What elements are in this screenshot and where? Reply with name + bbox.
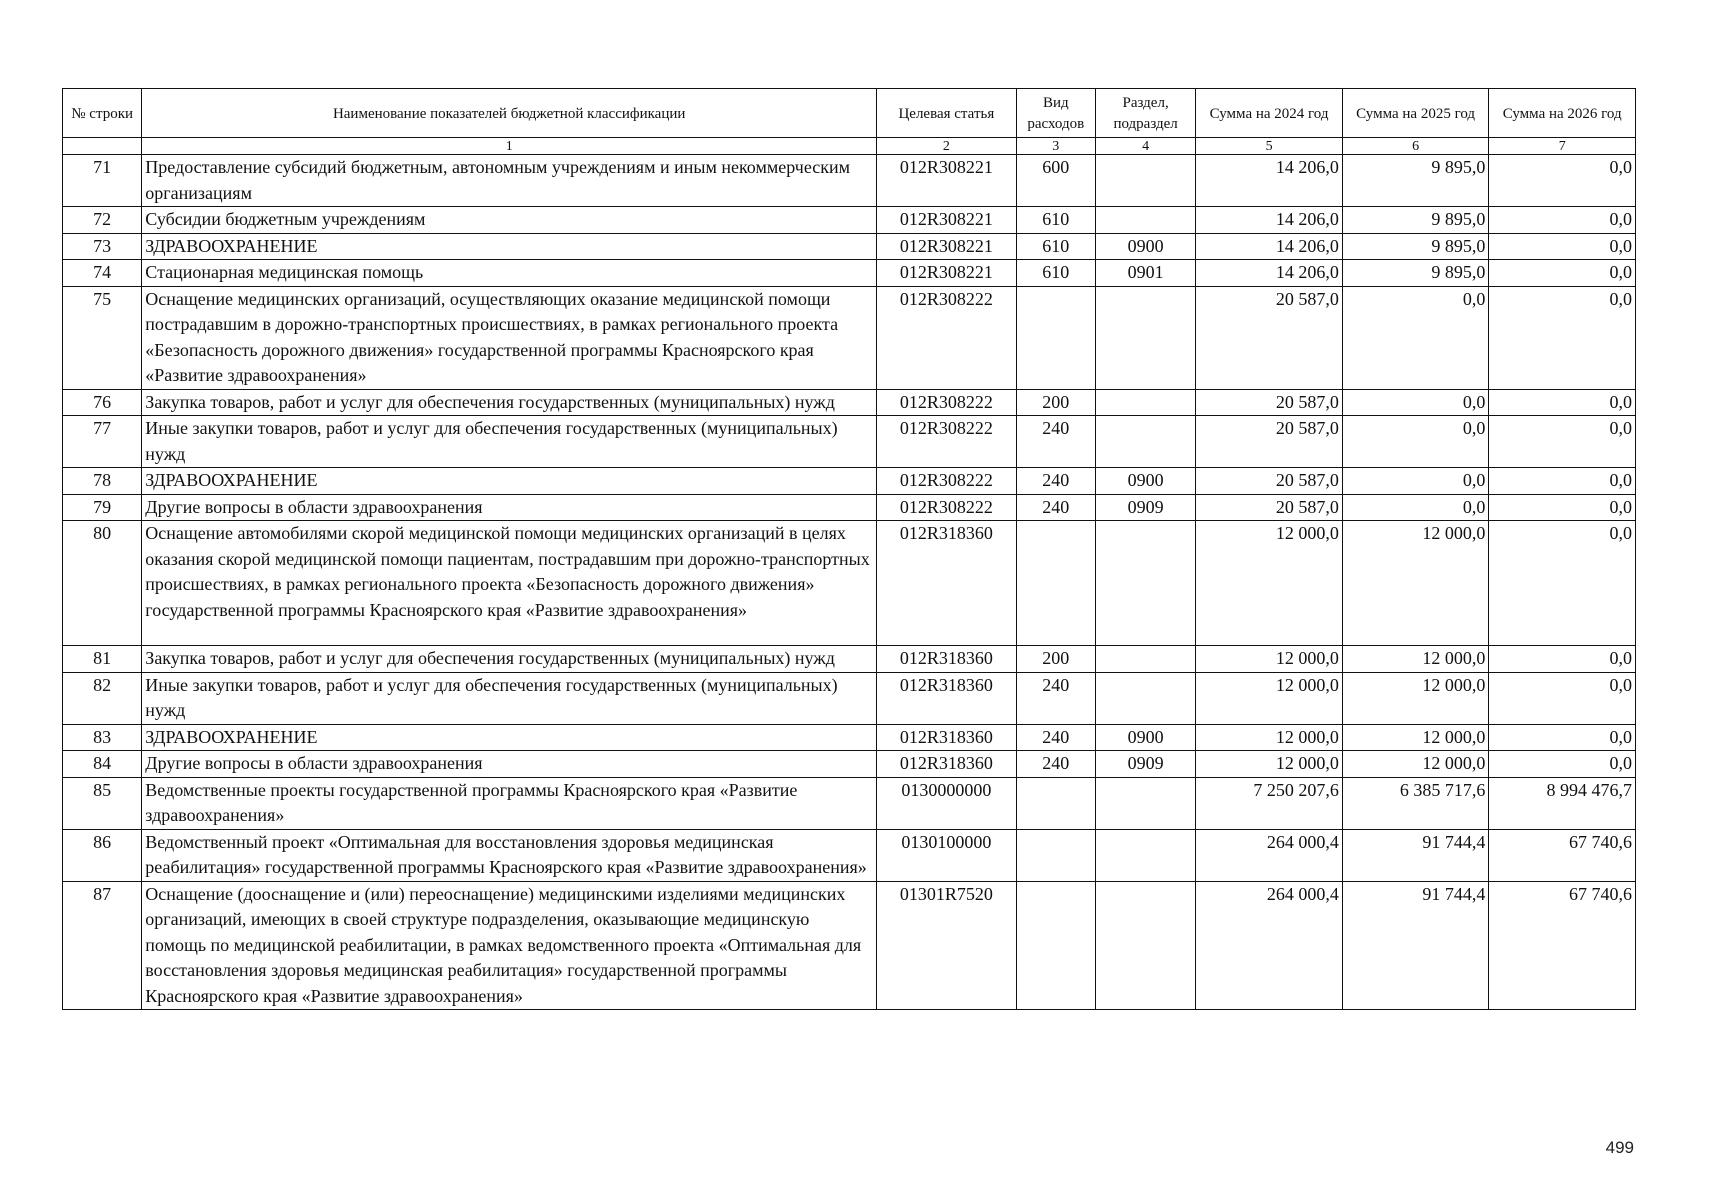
section-cell: 0901: [1095, 260, 1195, 287]
section-cell: 0900: [1095, 233, 1195, 260]
target-article-cell: 012R308222: [877, 286, 1017, 389]
sum-2025-cell: 12 000,0: [1342, 521, 1489, 646]
sum-2024-cell: 14 206,0: [1196, 233, 1343, 260]
target-article-cell: 012R318360: [877, 751, 1017, 778]
sum-2025-cell: 0,0: [1342, 389, 1489, 416]
table-row: [63, 751, 1636, 778]
header-expense-type: Вид расходов: [1016, 89, 1095, 138]
expense-type-cell: [1016, 881, 1095, 1010]
sum-2025-cell: 91 744,4: [1342, 829, 1489, 881]
sum-2024-cell: 14 206,0: [1196, 260, 1343, 287]
section-cell: [1095, 829, 1195, 881]
target-article-cell: 012R308222: [877, 494, 1017, 521]
sum-2026-cell: 0,0: [1489, 646, 1636, 673]
sum-2026-cell: 0,0: [1489, 494, 1636, 521]
column-number: 2: [877, 138, 1017, 155]
sum-2025-cell: 12 000,0: [1342, 751, 1489, 778]
sum-2025-cell: 12 000,0: [1342, 646, 1489, 673]
expense-type-cell: [1016, 286, 1095, 389]
target-article-cell: 012R318360: [877, 672, 1017, 724]
row-number-cell: 86: [63, 829, 142, 881]
sum-2025-cell: 9 895,0: [1342, 233, 1489, 260]
table-row: [63, 777, 1636, 829]
sum-2026-cell: 0,0: [1489, 207, 1636, 234]
section-cell: [1095, 286, 1195, 389]
target-article-cell: 012R308222: [877, 389, 1017, 416]
sum-2026-cell: 67 740,6: [1489, 881, 1636, 1010]
section-cell: [1095, 521, 1195, 646]
sum-2025-cell: 9 895,0: [1342, 155, 1489, 207]
indicator-name-cell: ЗДРАВООХРАНЕНИЕ: [142, 468, 877, 495]
row-number-cell: 78: [63, 468, 142, 495]
budget-table: [62, 88, 1636, 1010]
row-number-cell: 71: [63, 155, 142, 207]
column-number-blank: [63, 138, 142, 155]
row-number-cell: 72: [63, 207, 142, 234]
header-sum-2026: Сумма на 2026 год: [1489, 89, 1636, 138]
column-number: 3: [1016, 138, 1095, 155]
sum-2026-cell: 0,0: [1489, 233, 1636, 260]
indicator-name-cell: Иные закупки товаров, работ и услуг для обеспечения государственных (муниципальных) нужд: [142, 672, 877, 724]
target-article-cell: 012R308221: [877, 207, 1017, 234]
indicator-name-cell: Другие вопросы в области здравоохранения: [142, 494, 877, 521]
header-target-article: Целевая статья: [877, 89, 1017, 138]
section-cell: [1095, 777, 1195, 829]
target-article-cell: 0130000000: [877, 777, 1017, 829]
sum-2026-cell: 8 994 476,7: [1489, 777, 1636, 829]
row-number-cell: 75: [63, 286, 142, 389]
expense-type-cell: 600: [1016, 155, 1095, 207]
sum-2026-cell: 0,0: [1489, 389, 1636, 416]
sum-2026-cell: 67 740,6: [1489, 829, 1636, 881]
row-number-cell: 87: [63, 881, 142, 1010]
row-number-cell: 85: [63, 777, 142, 829]
sum-2026-cell: 0,0: [1489, 751, 1636, 778]
sum-2026-cell: 0,0: [1489, 521, 1636, 646]
section-cell: 0900: [1095, 724, 1195, 751]
table-row: [63, 260, 1636, 287]
sum-2026-cell: 0,0: [1489, 286, 1636, 389]
target-article-cell: 012R318360: [877, 646, 1017, 673]
indicator-name-cell: Закупка товаров, работ и услуг для обеспечения государственных (муниципальных) нужд: [142, 389, 877, 416]
expense-type-cell: 240: [1016, 724, 1095, 751]
sum-2024-cell: 14 206,0: [1196, 155, 1343, 207]
sum-2024-cell: 12 000,0: [1196, 672, 1343, 724]
section-cell: [1095, 155, 1195, 207]
column-number: 7: [1489, 138, 1636, 155]
sum-2025-cell: 91 744,4: [1342, 881, 1489, 1010]
row-number-cell: 80: [63, 521, 142, 646]
table-row: [63, 881, 1636, 1010]
sum-2026-cell: 0,0: [1489, 724, 1636, 751]
column-number: 6: [1342, 138, 1489, 155]
sum-2026-cell: 0,0: [1489, 416, 1636, 468]
sum-2024-cell: 20 587,0: [1196, 286, 1343, 389]
section-cell: 0909: [1095, 751, 1195, 778]
target-article-cell: 012R308221: [877, 260, 1017, 287]
table-row: [63, 389, 1636, 416]
indicator-name-cell: ЗДРАВООХРАНЕНИЕ: [142, 724, 877, 751]
table-row: [63, 233, 1636, 260]
indicator-name-cell: Оснащение медицинских организаций, осуществляющих оказание медицинской помощи пострадавшим в дорожно-транспортных происшествиях, в рамках регионального проекта «Безопасность дорожного движения» государственной программы Красноярского края «Развитие здравоохранения»: [142, 286, 877, 389]
table-row: [63, 494, 1636, 521]
target-article-cell: 012R318360: [877, 521, 1017, 646]
table-row: [63, 646, 1636, 673]
indicator-name-cell: Оснащение (дооснащение и (или) переоснащение) медицинскими изделиями медицинских организаций, имеющих в своей структуре подразделения, оказывающие медицинскую помощь по медицинской реабилитации, в рамках ведомственного проекта «Оптимальная для восстановления здоровья медицинская реабилитация» государственной программы Красноярского края «Развитие здравоохранения»: [142, 881, 877, 1010]
expense-type-cell: [1016, 521, 1095, 646]
expense-type-cell: 240: [1016, 672, 1095, 724]
page-number: 499: [1605, 1138, 1634, 1157]
indicator-name-cell: Стационарная медицинская помощь: [142, 260, 877, 287]
row-number-cell: 74: [63, 260, 142, 287]
expense-type-cell: 610: [1016, 207, 1095, 234]
indicator-name-cell: Закупка товаров, работ и услуг для обеспечения государственных (муниципальных) нужд: [142, 646, 877, 673]
sum-2025-cell: 9 895,0: [1342, 207, 1489, 234]
sum-2025-cell: 12 000,0: [1342, 672, 1489, 724]
sum-2024-cell: 20 587,0: [1196, 416, 1343, 468]
sum-2024-cell: 264 000,4: [1196, 881, 1343, 1010]
row-number-cell: 82: [63, 672, 142, 724]
sum-2024-cell: 12 000,0: [1196, 724, 1343, 751]
sum-2025-cell: 0,0: [1342, 286, 1489, 389]
table-row: [63, 468, 1636, 495]
sum-2024-cell: 20 587,0: [1196, 494, 1343, 521]
sum-2025-cell: 9 895,0: [1342, 260, 1489, 287]
table-row: [63, 829, 1636, 881]
sum-2024-cell: 7 250 207,6: [1196, 777, 1343, 829]
section-cell: 0909: [1095, 494, 1195, 521]
indicator-name-cell: Ведомственные проекты государственной программы Красноярского края «Развитие здравоохранения»: [142, 777, 877, 829]
expense-type-cell: 240: [1016, 751, 1095, 778]
indicator-name-cell: Ведомственный проект «Оптимальная для восстановления здоровья медицинская реабилитация» государственной программы Красноярского края «Развитие здравоохранения»: [142, 829, 877, 881]
indicator-name-cell: Оснащение автомобилями скорой медицинской помощи медицинских организаций в целях оказания скорой медицинской помощи пациентам, пострадавшим при дорожно-транспортных происшествиях, в рамках регионального проекта «Безопасность дорожного движения» государственной программы Красноярского края «Развитие здравоохранения»: [142, 521, 877, 646]
sum-2026-cell: 0,0: [1489, 155, 1636, 207]
section-cell: [1095, 207, 1195, 234]
indicator-name-cell: Другие вопросы в области здравоохранения: [142, 751, 877, 778]
section-cell: [1095, 389, 1195, 416]
expense-type-cell: 610: [1016, 233, 1095, 260]
target-article-cell: 012R308221: [877, 233, 1017, 260]
sum-2026-cell: 0,0: [1489, 468, 1636, 495]
table-row: [63, 521, 1636, 646]
target-article-cell: 012R308221: [877, 155, 1017, 207]
section-cell: 0900: [1095, 468, 1195, 495]
row-number-cell: 81: [63, 646, 142, 673]
row-number-cell: 77: [63, 416, 142, 468]
table-row: [63, 416, 1636, 468]
target-article-cell: 012R308222: [877, 468, 1017, 495]
sum-2025-cell: 0,0: [1342, 494, 1489, 521]
sum-2025-cell: 0,0: [1342, 468, 1489, 495]
sum-2026-cell: 0,0: [1489, 672, 1636, 724]
table-header-row: [63, 89, 1636, 138]
sum-2026-cell: 0,0: [1489, 260, 1636, 287]
target-article-cell: 012R308222: [877, 416, 1017, 468]
sum-2024-cell: 20 587,0: [1196, 468, 1343, 495]
indicator-name-cell: Субсидии бюджетным учреждениям: [142, 207, 877, 234]
expense-type-cell: 240: [1016, 494, 1095, 521]
sum-2024-cell: 264 000,4: [1196, 829, 1343, 881]
row-number-cell: 73: [63, 233, 142, 260]
row-number-cell: 76: [63, 389, 142, 416]
sum-2024-cell: 20 587,0: [1196, 389, 1343, 416]
header-row-number: № строки: [63, 89, 142, 138]
header-section: Раздел, подраздел: [1095, 89, 1195, 138]
indicator-name-cell: ЗДРАВООХРАНЕНИЕ: [142, 233, 877, 260]
row-number-cell: 83: [63, 724, 142, 751]
section-cell: [1095, 881, 1195, 1010]
sum-2024-cell: 12 000,0: [1196, 521, 1343, 646]
row-number-cell: 84: [63, 751, 142, 778]
expense-type-cell: 610: [1016, 260, 1095, 287]
table-row: [63, 207, 1636, 234]
sum-2025-cell: 6 385 717,6: [1342, 777, 1489, 829]
section-cell: [1095, 416, 1195, 468]
section-cell: [1095, 672, 1195, 724]
column-number: 5: [1196, 138, 1343, 155]
table-body: [63, 155, 1636, 1010]
target-article-cell: 01301R7520: [877, 881, 1017, 1010]
target-article-cell: 0130100000: [877, 829, 1017, 881]
sum-2025-cell: 12 000,0: [1342, 724, 1489, 751]
table-row: [63, 724, 1636, 751]
expense-type-cell: 240: [1016, 416, 1095, 468]
header-sum-2025: Сумма на 2025 год: [1342, 89, 1489, 138]
expense-type-cell: [1016, 777, 1095, 829]
sum-2024-cell: 14 206,0: [1196, 207, 1343, 234]
row-number-cell: 79: [63, 494, 142, 521]
sum-2024-cell: 12 000,0: [1196, 751, 1343, 778]
header-sum-2024: Сумма на 2024 год: [1196, 89, 1343, 138]
indicator-name-cell: Предоставление субсидий бюджетным, автономным учреждениям и иным некоммерческим организациям: [142, 155, 877, 207]
indicator-name-cell: Иные закупки товаров, работ и услуг для обеспечения государственных (муниципальных) нужд: [142, 416, 877, 468]
column-number: 1: [142, 138, 877, 155]
table-row: [63, 155, 1636, 207]
header-indicator-name: Наименование показателей бюджетной классификации: [142, 89, 877, 138]
table-row: [63, 286, 1636, 389]
column-number: 4: [1095, 138, 1195, 155]
sum-2024-cell: 12 000,0: [1196, 646, 1343, 673]
expense-type-cell: [1016, 829, 1095, 881]
sum-2025-cell: 0,0: [1342, 416, 1489, 468]
table-row: [63, 672, 1636, 724]
expense-type-cell: 200: [1016, 646, 1095, 673]
column-number-row: [63, 138, 1636, 155]
section-cell: [1095, 646, 1195, 673]
target-article-cell: 012R318360: [877, 724, 1017, 751]
expense-type-cell: 200: [1016, 389, 1095, 416]
expense-type-cell: 240: [1016, 468, 1095, 495]
